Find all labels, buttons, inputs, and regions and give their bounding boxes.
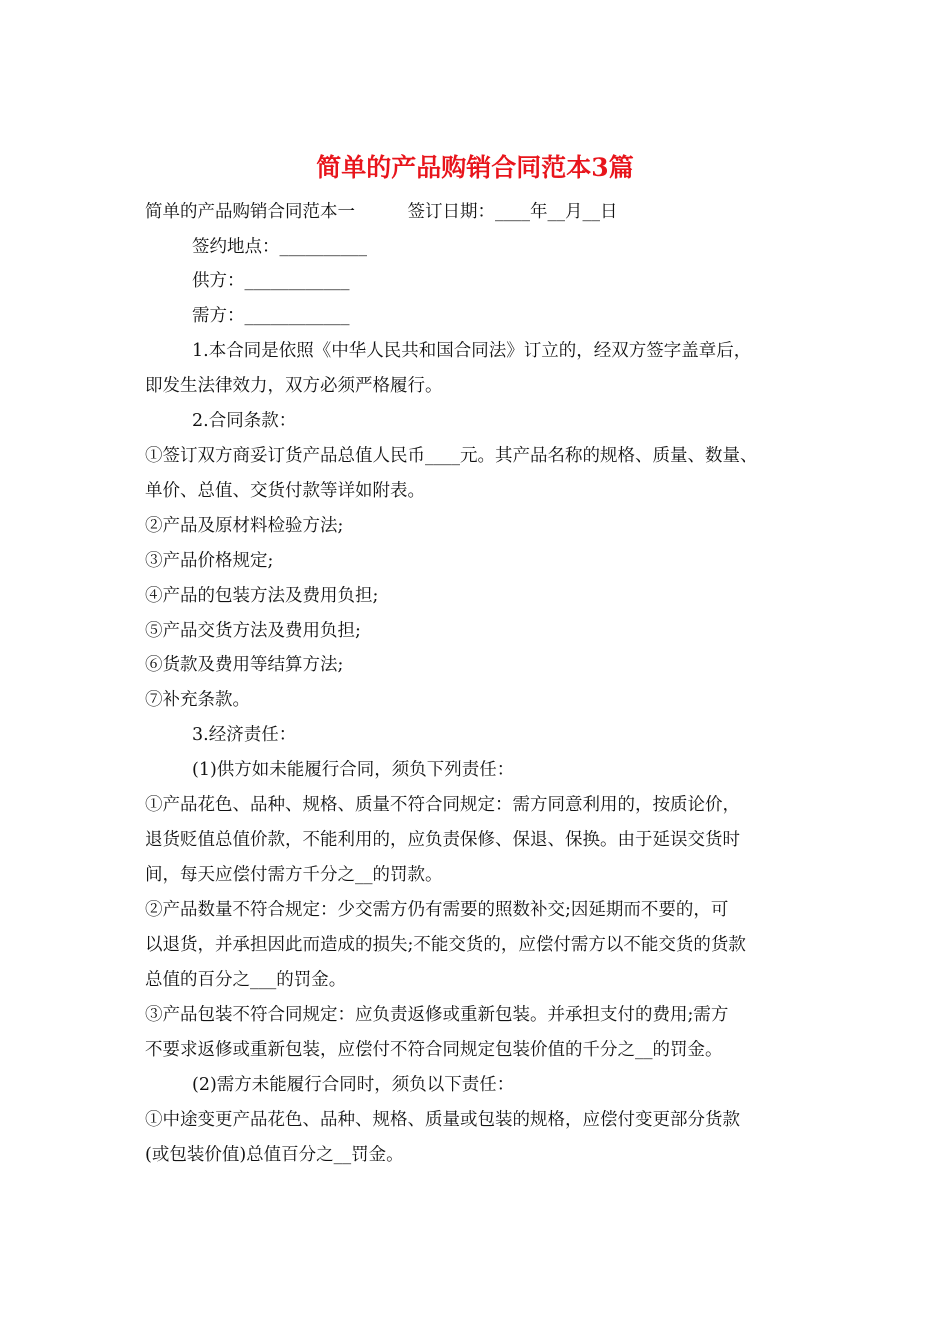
document-title: 简单的产品购销合同范本3篇 bbox=[316, 153, 634, 182]
paragraph-line: ②产品数量不符合规定：少交需方仍有需要的照数补交;因延期而不要的，可 bbox=[145, 900, 729, 920]
paragraph-line: 1.本合同是依照《中华人民共和国合同法》订立的，经双方签字盖章后， bbox=[192, 341, 752, 361]
paragraph-line: ①签订双方商妥订货产品总值人民币____元。其产品名称的规格、质量、数量、 bbox=[145, 446, 758, 466]
paragraph-line: 间，每天应偿付需方千分之__的罚款。 bbox=[145, 865, 443, 885]
section-heading: 2.合同条款： bbox=[192, 411, 297, 431]
list-item: ③产品价格规定; bbox=[145, 551, 274, 571]
list-item: ⑤产品交货方法及费用负担; bbox=[145, 621, 361, 641]
list-item: ⑦补充条款。 bbox=[145, 690, 250, 710]
section-heading: 3.经济责任： bbox=[192, 725, 297, 745]
list-item: ④产品的包装方法及费用负担; bbox=[145, 586, 379, 606]
buyer-line: 需方：____________ bbox=[192, 306, 350, 326]
subsection-heading: (2)需方未能履行合同时，须负以下责任： bbox=[192, 1075, 515, 1095]
paragraph-line: ①产品花色、品种、规格、质量不符合同规定：需方同意利用的，按质论价， bbox=[145, 795, 740, 815]
list-item: ②产品及原材料检验方法; bbox=[145, 516, 344, 536]
list-item: ⑥货款及费用等结算方法; bbox=[145, 655, 344, 675]
paragraph-line: ①中途变更产品花色、品种、规格、质量或包装的规格，应偿付变更部分货款 bbox=[145, 1110, 740, 1130]
signing-place-line: 签约地点：__________ bbox=[192, 237, 367, 257]
paragraph-line: 以退货，并承担因此而造成的损失;不能交货的，应偿付需方以不能交货的货款 bbox=[145, 935, 746, 955]
subsection-heading: (1)供方如未能履行合同，须负下列责任： bbox=[192, 760, 515, 780]
supplier-line: 供方：____________ bbox=[192, 271, 350, 291]
paragraph-line: 即发生法律效力，双方必须严格履行。 bbox=[145, 376, 443, 396]
paragraph-line: 总值的百分之___的罚金。 bbox=[145, 970, 347, 990]
paragraph-line: 单价、总值、交货付款等详如附表。 bbox=[145, 481, 425, 501]
paragraph-line: 退货贬值总值价款，不能利用的，应负责保修、保退、保换。由于延误交货时 bbox=[145, 830, 740, 850]
paragraph-line: ③产品包装不符合同规定：应负责返修或重新包装。并承担支付的费用;需方 bbox=[145, 1005, 729, 1025]
contract-header-line: 简单的产品购销合同范本一 签订日期：____年__月__日 bbox=[145, 202, 618, 222]
paragraph-line: (或包装价值)总值百分之__罚金。 bbox=[145, 1145, 404, 1165]
paragraph-line: 不要求返修或重新包装，应偿付不符合同规定包装价值的千分之__的罚金。 bbox=[145, 1040, 723, 1060]
